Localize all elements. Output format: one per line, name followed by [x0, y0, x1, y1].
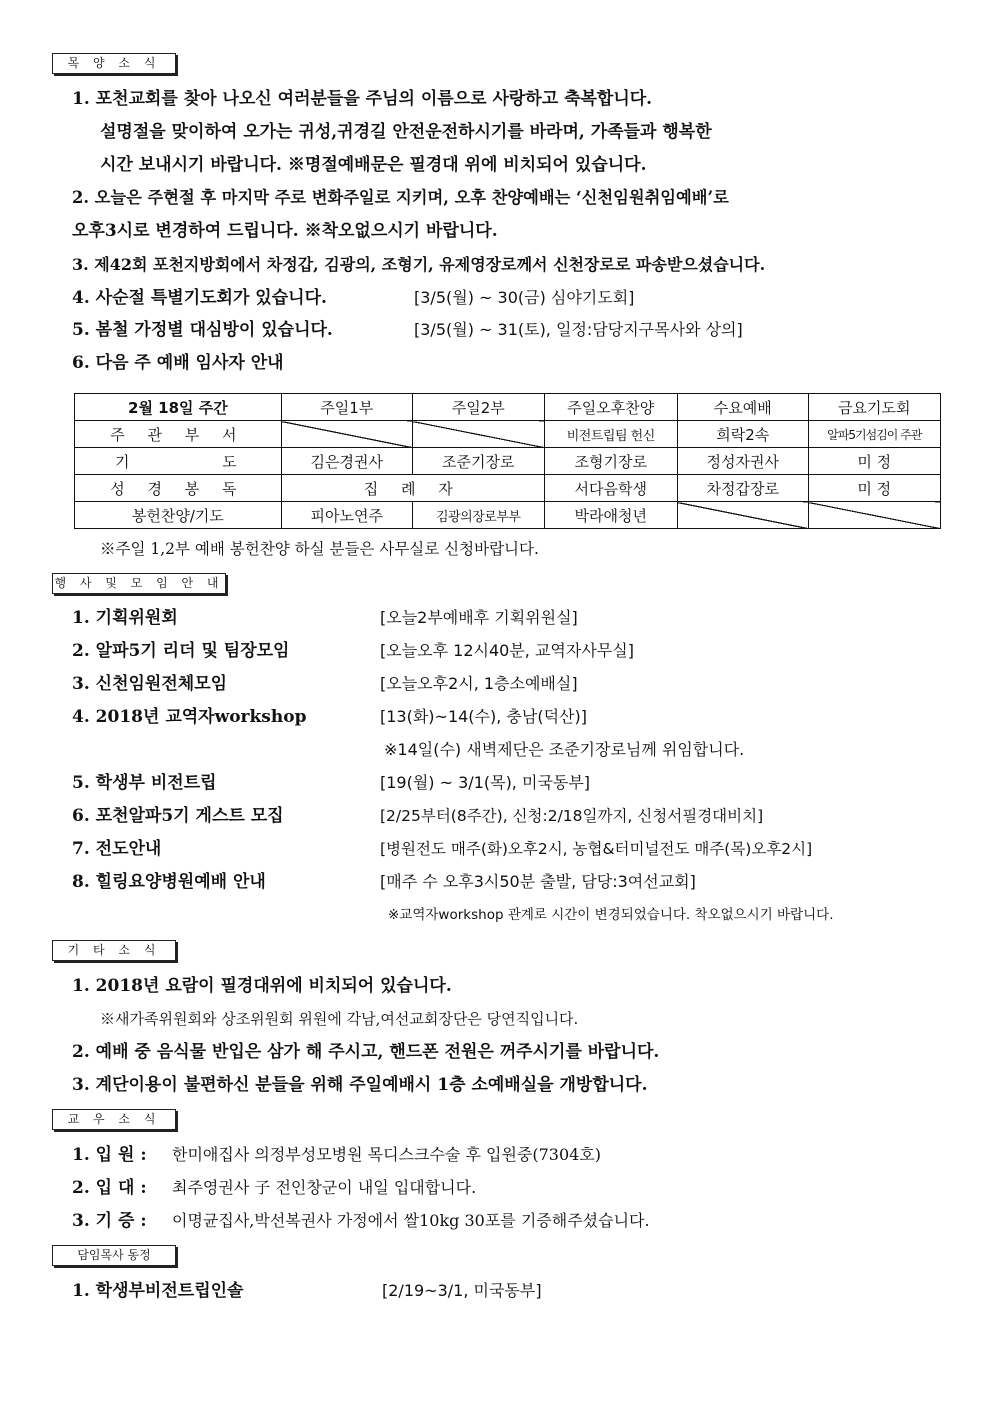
duty-table-note: ※주일 1,2부 예배 봉헌찬양 하실 분들은 사무실로 신청바랍니다. — [100, 540, 539, 558]
pastoral-news-5-title: 5. 봄철 가정별 대심방이 있습니다. — [72, 320, 333, 340]
table-cell: 김광의장로부부 — [412, 502, 544, 529]
table-header: 금요기도회 — [808, 394, 940, 421]
section-label-members: 교 우 소 식 — [52, 1109, 176, 1130]
table-cell: 미 정 — [808, 475, 940, 502]
table-cell: 알파5기섬김이 주관 — [808, 421, 940, 448]
member-news-label: 3. 기 증 : — [72, 1211, 147, 1231]
pastoral-news-2-line1: 2. 오늘은 주현절 후 마지막 주로 변화주일로 지키며, 오후 찬양예배는 ‘신천임원취임예배’로 — [72, 188, 729, 207]
pastoral-news-5-detail: [3/5(월) ~ 31(토), 일정:담당지구목사와 상의] — [414, 320, 743, 339]
row-label-host: 주 관 부 서 — [75, 421, 282, 448]
event-title: 8. 힐링요양병원예배 안내 — [72, 872, 266, 892]
other-news-3: 3. 계단이용이 불편하신 분들을 위해 주일예배시 1층 소예배실을 개방합니다. — [72, 1075, 648, 1095]
event-detail: [19(월) ~ 3/1(목), 미국동부] — [380, 773, 591, 792]
table-row — [75, 394, 941, 421]
member-news-label: 1. 입 원 : — [72, 1145, 147, 1165]
member-news-label: 2. 입 대 : — [72, 1178, 147, 1198]
table-header: 주일2부 — [412, 394, 544, 421]
pastoral-news-4-detail: [3/5(월) ~ 30(금) 심야기도회] — [414, 288, 635, 307]
section-label-pastor: 담임목사 동정 — [52, 1245, 176, 1266]
other-news-1: 1. 2018년 요람이 필경대위에 비치되어 있습니다. — [72, 976, 452, 996]
member-news-text: 이명균집사,박선복권사 가정에서 쌀10kg 30포를 기증해주셨습니다. — [172, 1211, 650, 1230]
event-title: 4. 2018년 교역자workshop — [72, 707, 307, 727]
event-detail: [13(화)~14(수), 충남(덕산)] — [380, 707, 587, 726]
other-news-2: 2. 예배 중 음식물 반입은 삼가 해 주시고, 핸드폰 전원은 꺼주시기를 바랍니다. — [72, 1042, 660, 1062]
event-detail: [2/25부터(8주간), 신청:2/18일까지, 신청서필경대비치] — [380, 807, 764, 825]
event-title: 6. 포천알파5기 게스트 모집 — [72, 806, 284, 826]
pastor-news-title: 1. 학생부비전트립인솔 — [72, 1281, 244, 1301]
table-cell-officiant: 집 례 자 — [281, 475, 544, 502]
other-news-1-note: ※새가족위원회와 상조위원회 위원에 각남,여선교회장단은 당연직입니다. — [100, 1010, 579, 1028]
table-cell: 박라애청년 — [544, 502, 677, 529]
section-label-other: 기 타 소 식 — [52, 940, 176, 961]
table-row — [75, 502, 941, 529]
table-cell: 차정갑장로 — [677, 475, 808, 502]
pastoral-news-1-line1: 1. 포천교회를 찾아 나오신 여러분들을 주님의 이름으로 사랑하고 축복합니다. — [72, 89, 653, 109]
member-news-text: 한미애집사 의정부성모병원 목디스크수술 후 입원중(7304호) — [172, 1145, 602, 1164]
event-note-workshop: ※14일(수) 새벽제단은 조준기장로님께 위임합니다. — [384, 740, 745, 759]
member-news-text: 최주영권사 子 전인창군이 내일 입대합니다. — [172, 1178, 477, 1197]
table-header: 수요예배 — [677, 394, 808, 421]
table-cell: 김은경권사 — [281, 448, 412, 475]
section-label-pastoral: 목 양 소 식 — [52, 53, 176, 74]
row-label-offering: 봉헌찬양/기도 — [75, 502, 282, 529]
event-title: 5. 학생부 비전트립 — [72, 773, 217, 793]
section-label-events: 행 사 및 모 임 안 내 — [52, 573, 226, 594]
table-row — [75, 475, 941, 502]
table-cell: 서다음학생 — [544, 475, 677, 502]
event-title: 7. 전도안내 — [72, 839, 162, 859]
table-cell-empty — [412, 421, 544, 448]
table-header: 주일오후찬양 — [544, 394, 677, 421]
pastoral-news-1-line3: 시간 보내시기 바랍니다. ※명절예배문은 필경대 위에 비치되어 있습니다. — [100, 155, 647, 175]
event-note-healing: ※교역자workshop 관계로 시간이 변경되었습니다. 착오없으시기 바랍니다. — [388, 907, 834, 923]
row-label-prayer: 기 도 — [75, 448, 282, 475]
pastoral-news-1-line2: 설명절을 맞이하여 오가는 귀성,귀경길 안전운전하시기를 바라며, 가족들과 행복한 — [100, 122, 712, 142]
table-cell: 정성자권사 — [677, 448, 808, 475]
table-cell-empty — [677, 502, 808, 529]
table-row — [75, 448, 941, 475]
pastoral-news-6: 6. 다음 주 예배 임사자 안내 — [72, 353, 284, 373]
table-cell: 비전트립팀 헌신 — [544, 421, 677, 448]
duty-roster-table — [74, 393, 941, 529]
event-detail: [오늘오후2시, 1층소예배실] — [380, 674, 578, 693]
row-label-scripture: 성 경 봉 독 — [75, 475, 282, 502]
event-detail: [오늘오후 12시40분, 교역자사무실] — [380, 641, 634, 660]
event-title: 3. 신천임원전체모임 — [72, 674, 228, 694]
table-header: 주일1부 — [281, 394, 412, 421]
table-cell-empty — [281, 421, 412, 448]
table-cell: 희락2속 — [677, 421, 808, 448]
table-cell: 조형기장로 — [544, 448, 677, 475]
event-detail: [매주 수 오후3시50분 출발, 담당:3여선교회] — [380, 872, 696, 891]
table-header-week: 2월 18일 주간 — [75, 394, 282, 421]
table-cell-empty — [808, 502, 940, 529]
pastor-news-detail: [2/19~3/1, 미국동부] — [382, 1281, 542, 1300]
table-cell: 조준기장로 — [412, 448, 544, 475]
table-row — [75, 421, 941, 448]
pastoral-news-3: 3. 제42회 포천지방회에서 차정갑, 김광의, 조형기, 유제영장로께서 신천장로로 파송받으셨습니다. — [72, 255, 766, 274]
event-detail: [병원전도 매주(화)오후2시, 농협&터미널전도 매주(목)오후2시] — [380, 840, 813, 858]
event-title: 1. 기획위원회 — [72, 608, 178, 628]
event-title: 2. 알파5기 리더 및 팀장모임 — [72, 641, 290, 661]
event-detail: [오늘2부예배후 기획위원실] — [380, 608, 578, 627]
table-cell: 미 정 — [808, 448, 940, 475]
table-cell: 피아노연주 — [281, 502, 412, 529]
pastoral-news-2-line2: 오후3시로 변경하여 드립니다. ※착오없으시기 바랍니다. — [72, 221, 498, 241]
pastoral-news-4-title: 4. 사순절 특별기도회가 있습니다. — [72, 288, 327, 308]
